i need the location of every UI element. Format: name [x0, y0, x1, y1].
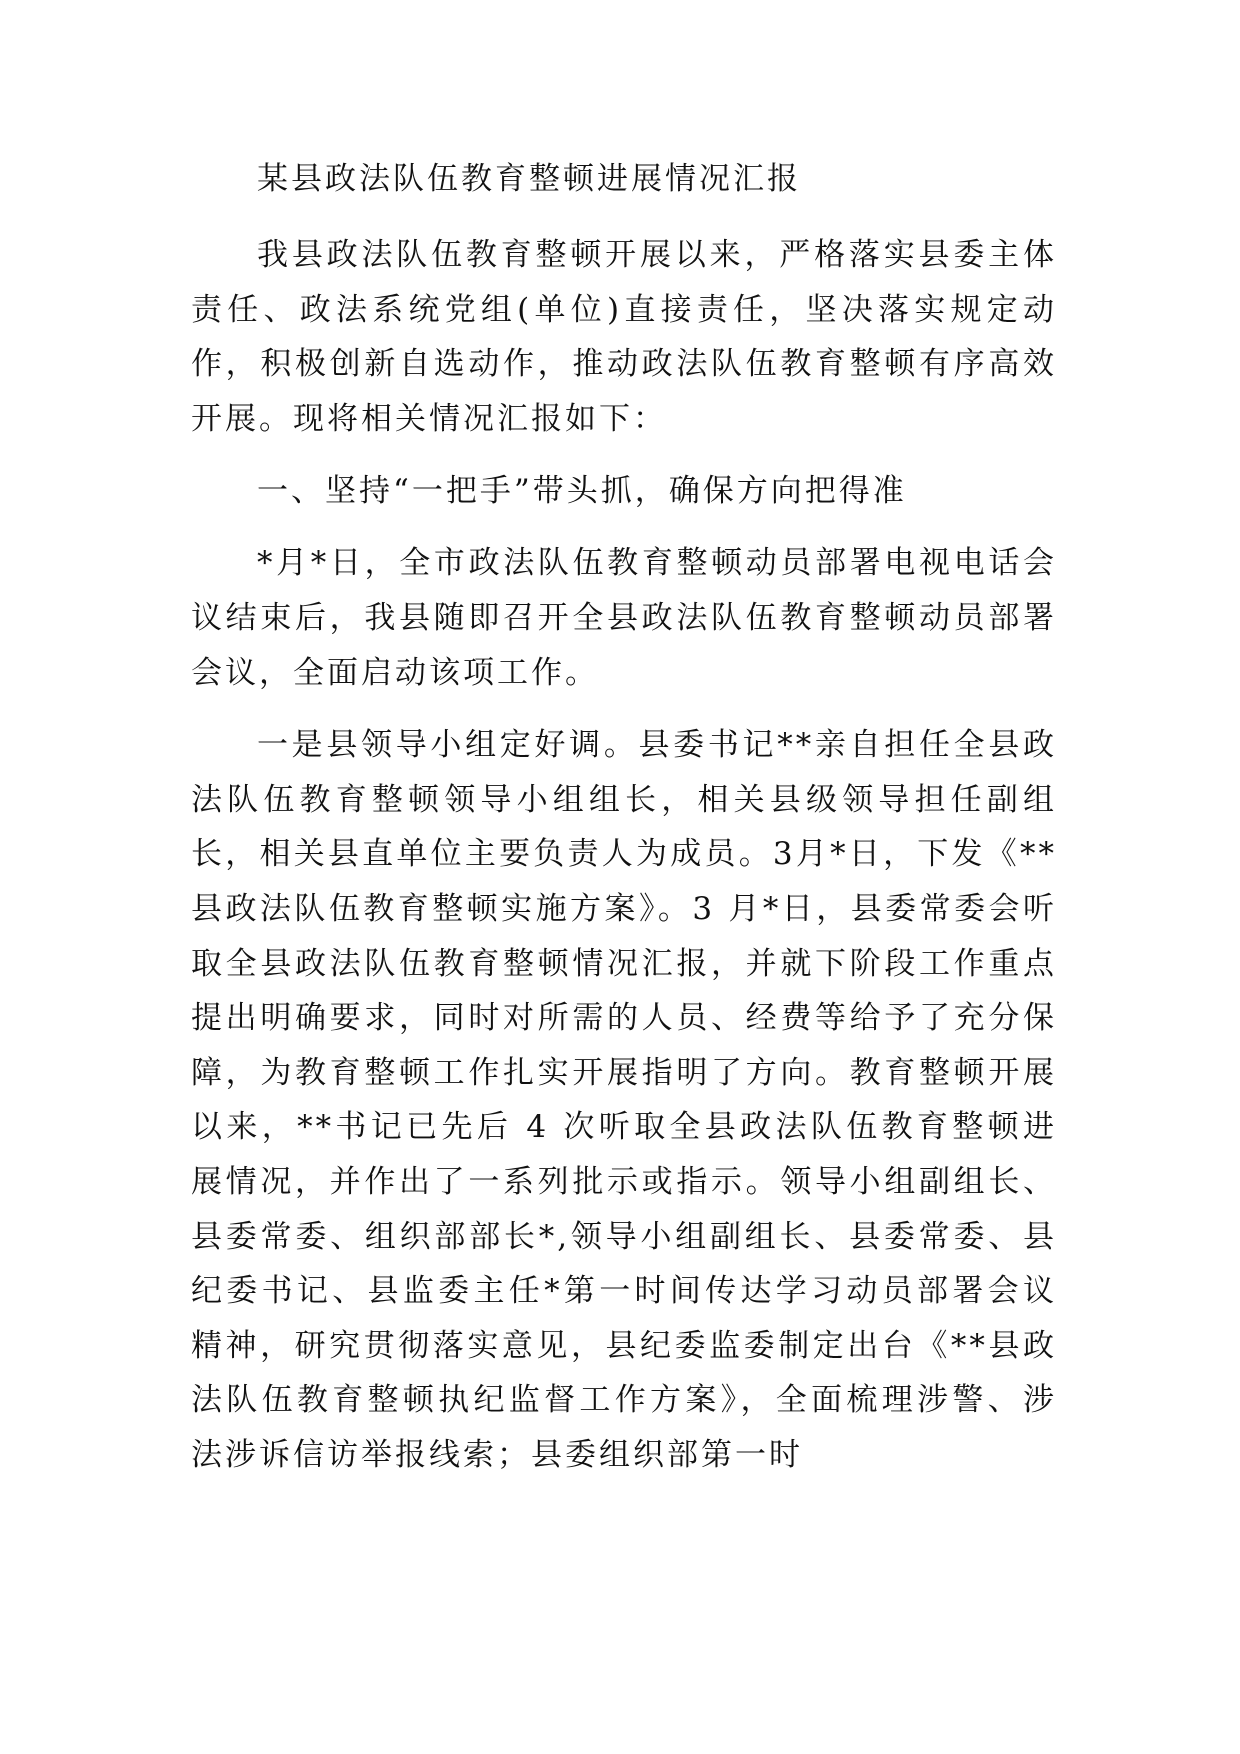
section1-paragraph-1: *月*日，全市政法队伍教育整顿动员部署电视电话会议结束后，我县随即召开全县政法队伍教育整顿动员部署会议，全面启动该项工作。	[191, 545, 1057, 691]
section1-paragraph-2: 一是县领导小组定好调。县委书记**亲自担任全县政法队伍教育整顿领导小组组长，相关县级领导担任副组长，相关县直单位主要负责人为成员。3月*日，下发《**县政法队伍教育整顿实施方案》。3 月*日，县委常委会听取全县政法队伍教育整顿情况汇报，并就下阶段工作重点提出明确要求，同时对所需的人员、经费等给予了充分保障，为教育整顿工作扎实开展指明了方向。教育整顿开展以来，**书记已先后 4 次听取全县政法队伍教育整顿进展情况，并作出了一系列批示或指示。领导小组副组长、县委常委、组织部部长*,领导小组副组长、县委常委、县纪委书记、县监委主任*第一时间传达学习动员部署会议精神，研究贯彻落实意见，县纪委监委制定出台《**县政法队伍教育整顿执纪监督工作方案》，全面梳理涉警、涉法涉诉信访举报线索；县委组织部第一时	[191, 727, 1057, 1473]
intro-paragraph: 我县政法队伍教育整顿开展以来，严格落实县委主体责任、政法系统党组(单位)直接责任，坚决落实规定动作，积极创新自选动作，推动政法队伍教育整顿有序高效开展。现将相关情况汇报如下：	[191, 237, 1057, 437]
document-title: 某县政法队伍教育整顿进展情况汇报	[257, 161, 801, 197]
document-body	[191, 152, 1057, 1482]
section-heading-1: 一、坚持“一把手”带头抓，确保方向把得准	[257, 473, 907, 510]
